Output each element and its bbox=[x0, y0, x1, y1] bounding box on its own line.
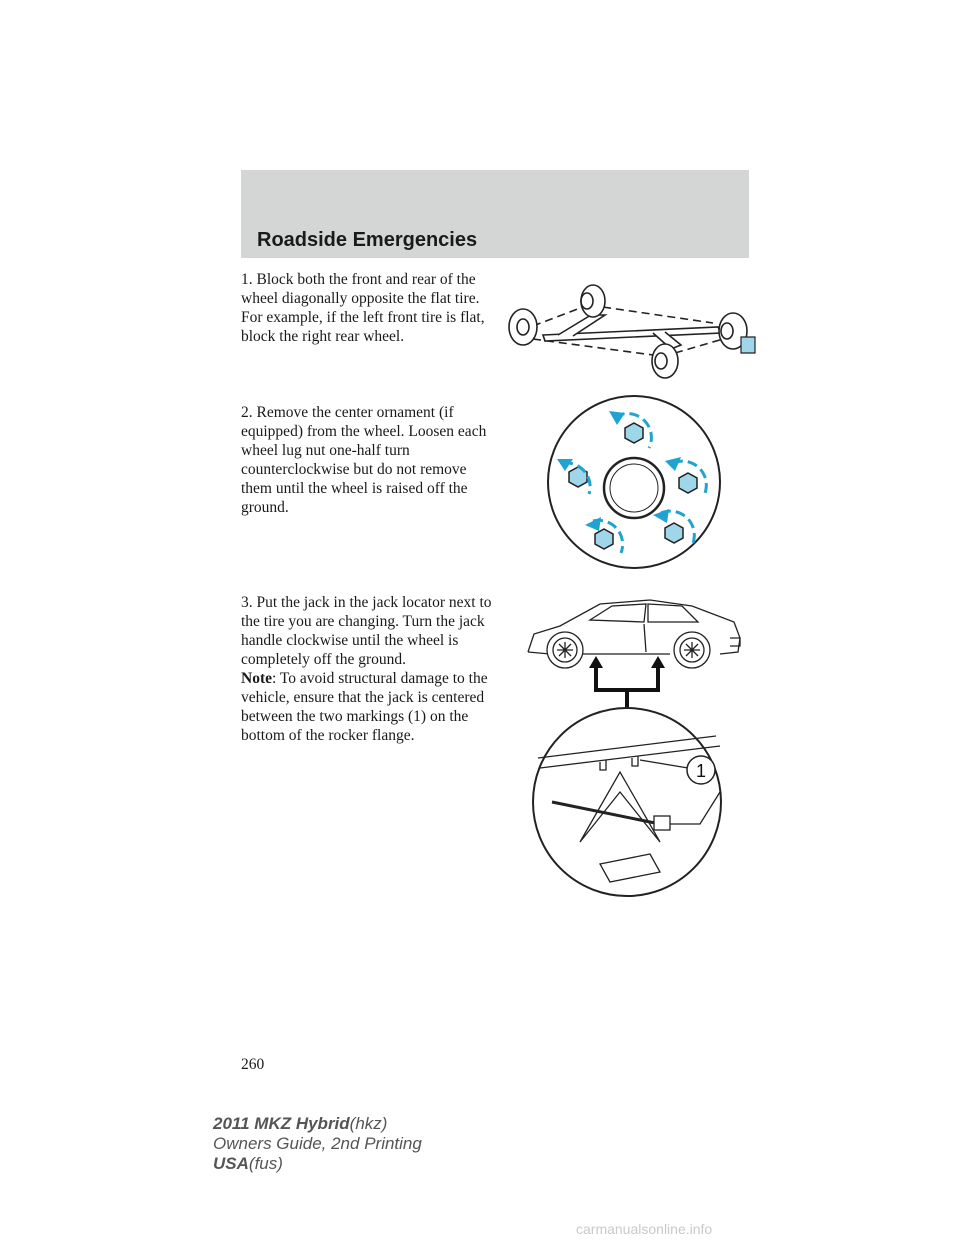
step-3-body: 3. Put the jack in the jack locator next to the tire you are changing. Turn the jack handle clockwise until the wheel is completely off the ground. bbox=[241, 594, 492, 668]
section-header bbox=[241, 170, 749, 258]
note-text: : To avoid structural damage to the vehicle, ensure that the jack is centered between the two markings (1) on the bottom of the rocker flange. bbox=[241, 670, 488, 744]
section-title: Roadside Emergencies bbox=[257, 229, 478, 251]
wheel-block-figure bbox=[503, 283, 757, 383]
footer-market-code: (fus) bbox=[248, 1154, 283, 1173]
footer-model: 2011 MKZ Hybrid bbox=[213, 1114, 350, 1133]
step-2-text: 2. Remove the center ornament (if equipped) from the wheel. Loosen each wheel lug nut one-half turn counterclockwise but do not remove them until the wheel is raised off the ground. bbox=[241, 404, 487, 516]
footer-market: USA bbox=[213, 1154, 249, 1173]
footer-guide: Owners Guide, 2nd Printing bbox=[213, 1134, 422, 1153]
document-footer bbox=[213, 1114, 422, 1174]
page-number: 260 bbox=[241, 1056, 265, 1073]
footer-model-code: (hkz) bbox=[349, 1114, 388, 1133]
step-1-text: 1. Block both the front and rear of the wheel diagonally opposite the flat tire. For example, if the left front tire is flat, block the right rear wheel. bbox=[241, 271, 485, 345]
jack-marker-label: 1 bbox=[695, 761, 707, 781]
note-label: Note bbox=[241, 670, 272, 687]
watermark: carmanualsonline.info bbox=[576, 1221, 713, 1237]
lug-nut-figure bbox=[545, 393, 723, 571]
jack-figure bbox=[520, 592, 750, 904]
step-3-text bbox=[241, 593, 501, 745]
